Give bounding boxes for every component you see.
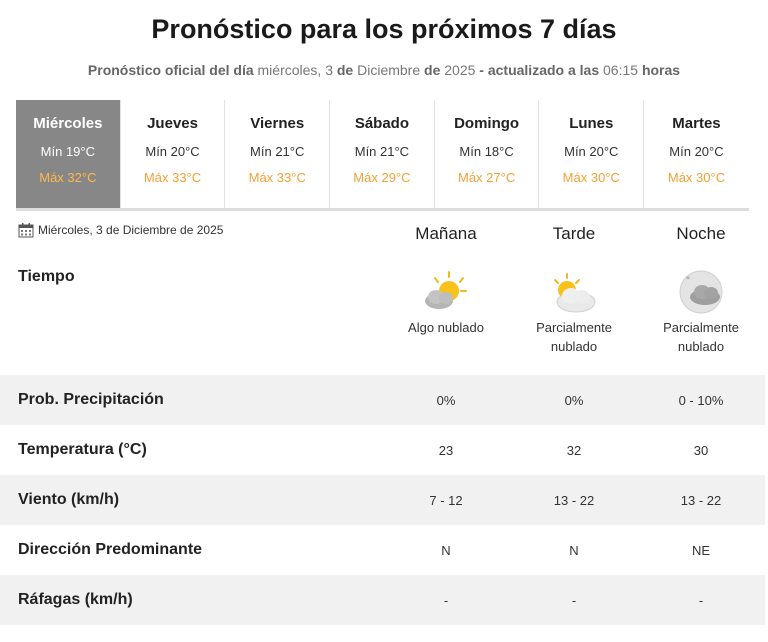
row-label: Prob. Precipitación <box>18 391 164 408</box>
night-cloud-icon <box>677 270 727 316</box>
tiempo-desc-noche: Parcialmente nublado <box>663 320 739 354</box>
day-max-temp: Máx 33°C <box>143 170 202 185</box>
row-value: NE <box>691 542 711 558</box>
day-max-temp: Máx 27°C <box>457 170 516 185</box>
row-value: - <box>698 592 704 608</box>
day-name: Viernes <box>250 115 305 132</box>
row-value: N <box>441 542 451 558</box>
row-value: 7 - 12 <box>429 492 463 508</box>
day-max-temp: Máx 29°C <box>353 170 411 185</box>
row-value: 32 <box>566 442 582 458</box>
day-min-temp: Mín 21°C <box>354 144 410 159</box>
period-noche: Noche <box>676 224 726 243</box>
row-value: 0 - 10% <box>678 392 724 408</box>
day-min-temp: Mín 21°C <box>250 144 305 159</box>
day-tab-lunes[interactable] <box>539 100 644 208</box>
row-label: Dirección Predominante <box>18 541 203 558</box>
forecast-subtitle: Pronóstico oficial del día miércoles, 3 de Diciembre de 2025 - actualizado a las 06:15 horas <box>87 62 681 78</box>
day-tab-viernes[interactable] <box>225 100 330 208</box>
day-min-temp: Mín 20°C <box>145 144 200 159</box>
day-max-temp: Máx 32°C <box>39 170 97 185</box>
selected-date <box>18 222 223 238</box>
tiempo-label: Tiempo <box>18 268 75 285</box>
day-tab-domingo[interactable] <box>435 100 540 208</box>
row-value: - <box>443 592 449 608</box>
row-value: 13 - 22 <box>553 492 595 508</box>
day-name: Lunes <box>569 115 614 132</box>
period-tarde: Tarde <box>552 224 596 243</box>
calendar-icon <box>18 222 34 238</box>
day-min-temp: Mín 20°C <box>564 144 619 159</box>
day-min-temp: Mín 19°C <box>40 144 96 159</box>
day-name: Miércoles <box>33 115 103 132</box>
tiempo-desc-tarde: Parcialmente nublado <box>536 320 612 354</box>
day-tabs <box>16 100 749 211</box>
row-value: 0% <box>564 392 584 408</box>
row-value: - <box>571 592 577 608</box>
page-title: Pronóstico para los próximos 7 días <box>151 14 617 44</box>
day-max-temp: Máx 30°C <box>667 170 726 185</box>
day-min-temp: Mín 18°C <box>459 144 514 159</box>
day-tab-sabado[interactable] <box>330 100 435 208</box>
period-manana: Mañana <box>415 224 477 243</box>
row-viento <box>0 475 765 525</box>
row-value: 23 <box>438 442 454 458</box>
tiempo-desc-manana: Algo nublado <box>408 320 484 335</box>
svg-text:*: * <box>686 275 690 284</box>
day-tab-miercoles[interactable] <box>16 100 121 208</box>
day-max-temp: Máx 33°C <box>248 170 306 185</box>
day-min-temp: Mín 20°C <box>669 144 724 159</box>
day-tab-jueves[interactable] <box>121 100 226 208</box>
row-label: Ráfagas (km/h) <box>18 591 133 608</box>
row-prob-precipitacion <box>0 375 765 425</box>
day-max-temp: Máx 30°C <box>562 170 620 185</box>
day-name: Domingo <box>454 115 520 132</box>
row-label: Viento (km/h) <box>18 491 120 508</box>
row-rafagas <box>0 575 765 625</box>
day-name: Sábado <box>354 115 409 132</box>
row-value: 30 <box>693 442 709 458</box>
row-value: 0% <box>436 392 456 408</box>
day-name: Jueves <box>147 115 198 132</box>
sun-cloud-icon <box>421 270 471 316</box>
row-label: Temperatura (°C) <box>18 441 147 458</box>
selected-date-text: Miércoles, 3 de Diciembre de 2025 <box>38 223 224 237</box>
partly-cloudy-icon <box>549 270 599 316</box>
day-tab-martes[interactable] <box>644 100 749 208</box>
row-direccion <box>0 525 765 575</box>
row-temperatura <box>0 425 765 475</box>
row-value: N <box>569 542 579 558</box>
day-name: Martes <box>672 115 721 132</box>
row-value: 13 - 22 <box>680 492 722 508</box>
